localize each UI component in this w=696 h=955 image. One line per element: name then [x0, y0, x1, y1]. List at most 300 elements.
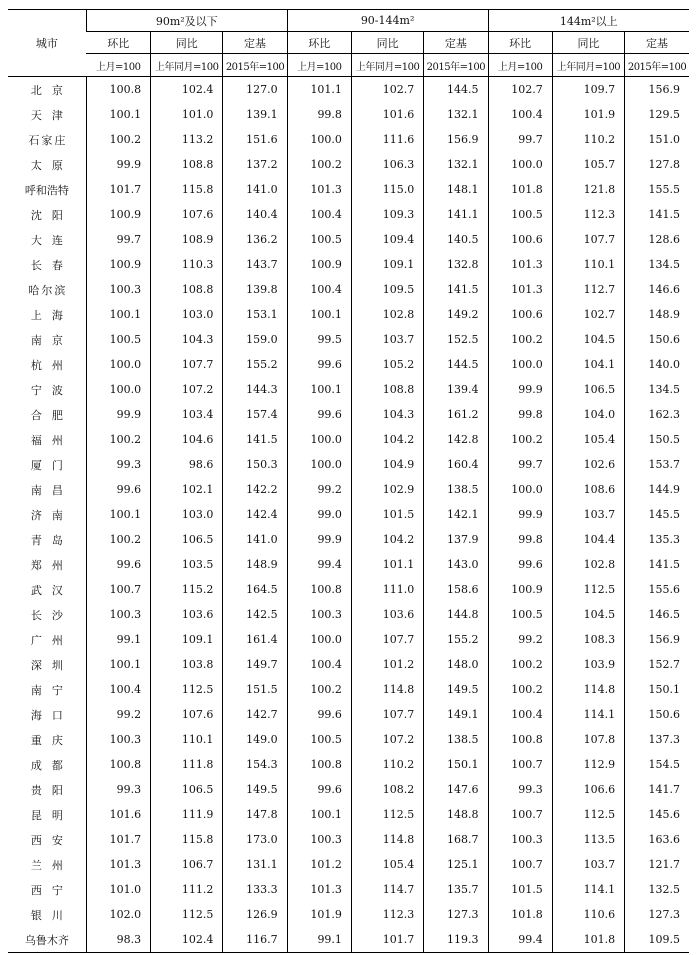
city-cell: [8, 352, 86, 377]
sub-header-cell: 定基: [625, 32, 689, 54]
city-cell: [8, 202, 86, 227]
value-cell: 141.5: [625, 202, 689, 227]
city-name: 广州: [30, 633, 73, 647]
city-cell: [8, 102, 86, 127]
city-name: 乌鲁木齐: [24, 933, 69, 947]
table-row: [8, 677, 689, 702]
table-row: [8, 752, 689, 777]
value-cell: 144.3: [223, 377, 287, 402]
value-cell: 144.5: [424, 352, 488, 377]
value-cell: 141.5: [625, 552, 689, 577]
base-header-cell: 2015年=100: [424, 54, 488, 77]
table-row: [8, 427, 689, 452]
value-cell: 100.9: [86, 202, 150, 227]
value-cell: 101.9: [552, 102, 624, 127]
value-cell: 100.0: [488, 352, 552, 377]
value-cell: 100.1: [86, 102, 150, 127]
table-row: [8, 377, 689, 402]
value-cell: 149.7: [223, 652, 287, 677]
value-cell: 162.3: [625, 402, 689, 427]
value-cell: 99.8: [488, 527, 552, 552]
value-cell: 114.7: [351, 877, 423, 902]
table-row: [8, 552, 689, 577]
city-cell: [8, 527, 86, 552]
value-cell: 100.2: [488, 327, 552, 352]
value-cell: 100.0: [287, 627, 351, 652]
value-cell: 99.6: [287, 702, 351, 727]
value-cell: 107.2: [351, 727, 423, 752]
value-cell: 107.7: [351, 627, 423, 652]
value-cell: 152.5: [424, 327, 488, 352]
value-cell: 99.3: [86, 452, 150, 477]
value-cell: 155.6: [625, 577, 689, 602]
value-cell: 107.6: [151, 202, 223, 227]
value-cell: 138.5: [424, 477, 488, 502]
value-cell: 101.7: [86, 827, 150, 852]
value-cell: 99.3: [86, 777, 150, 802]
value-cell: 106.6: [552, 777, 624, 802]
value-cell: 140.0: [625, 352, 689, 377]
value-cell: 110.2: [351, 752, 423, 777]
value-cell: 112.5: [151, 677, 223, 702]
value-cell: 100.3: [287, 602, 351, 627]
value-cell: 99.9: [287, 527, 351, 552]
base-header-cell: 上月=100: [488, 54, 552, 77]
value-cell: 141.5: [223, 427, 287, 452]
value-cell: 156.9: [625, 627, 689, 652]
value-cell: 147.6: [424, 777, 488, 802]
value-cell: 101.5: [351, 502, 423, 527]
value-cell: 150.3: [223, 452, 287, 477]
value-cell: 145.5: [625, 502, 689, 527]
value-cell: 142.7: [223, 702, 287, 727]
city-name: 长沙: [30, 608, 73, 622]
value-cell: 112.5: [552, 577, 624, 602]
value-cell: 155.2: [223, 352, 287, 377]
value-cell: 109.3: [351, 202, 423, 227]
value-cell: 160.4: [424, 452, 488, 477]
value-cell: 100.0: [86, 377, 150, 402]
table-body: [8, 77, 689, 953]
sub-header-cell: 定基: [424, 32, 488, 54]
city-cell: [8, 602, 86, 627]
value-cell: 109.1: [351, 252, 423, 277]
value-cell: 105.2: [351, 352, 423, 377]
value-cell: 104.0: [552, 402, 624, 427]
value-cell: 112.3: [552, 202, 624, 227]
value-cell: 100.2: [86, 427, 150, 452]
value-cell: 112.3: [351, 902, 423, 927]
value-cell: 110.1: [552, 252, 624, 277]
city-cell: [8, 252, 86, 277]
value-cell: 100.1: [287, 802, 351, 827]
city-cell: [8, 902, 86, 927]
value-cell: 101.0: [86, 877, 150, 902]
value-cell: 103.0: [151, 302, 223, 327]
value-cell: 99.6: [287, 352, 351, 377]
value-cell: 159.0: [223, 327, 287, 352]
value-cell: 106.5: [151, 527, 223, 552]
value-cell: 134.5: [625, 377, 689, 402]
value-cell: 100.0: [287, 427, 351, 452]
value-cell: 145.6: [625, 802, 689, 827]
value-cell: 121.8: [552, 177, 624, 202]
city-cell: [8, 852, 86, 877]
city-cell: [8, 277, 86, 302]
value-cell: 104.2: [351, 527, 423, 552]
value-cell: 137.2: [223, 152, 287, 177]
value-cell: 149.0: [223, 727, 287, 752]
city-name: 深圳: [30, 658, 73, 672]
value-cell: 102.1: [151, 477, 223, 502]
value-cell: 100.8: [488, 727, 552, 752]
price-index-table: [8, 9, 689, 953]
table-row: [8, 527, 689, 552]
value-cell: 104.4: [552, 527, 624, 552]
value-cell: 106.5: [151, 777, 223, 802]
value-cell: 112.5: [151, 902, 223, 927]
value-cell: 108.8: [151, 277, 223, 302]
value-cell: 110.3: [151, 252, 223, 277]
table-header: [8, 10, 689, 77]
city-name: 宁波: [30, 383, 73, 397]
value-cell: 100.4: [488, 102, 552, 127]
value-cell: 173.0: [223, 827, 287, 852]
value-cell: 100.0: [287, 127, 351, 152]
value-cell: 100.2: [287, 677, 351, 702]
value-cell: 140.4: [223, 202, 287, 227]
value-cell: 101.2: [351, 652, 423, 677]
value-cell: 131.1: [223, 852, 287, 877]
value-cell: 110.6: [552, 902, 624, 927]
sub-header-cell: 环比: [86, 32, 150, 54]
city-name: 合肥: [30, 408, 73, 422]
value-cell: 100.7: [488, 752, 552, 777]
value-cell: 107.7: [151, 352, 223, 377]
value-cell: 115.2: [151, 577, 223, 602]
value-cell: 106.3: [351, 152, 423, 177]
value-cell: 151.0: [625, 127, 689, 152]
sub-header-cell: 环比: [488, 32, 552, 54]
table-row: [8, 702, 689, 727]
value-cell: 148.8: [424, 802, 488, 827]
value-cell: 133.3: [223, 877, 287, 902]
value-cell: 141.7: [625, 777, 689, 802]
city-cell: [8, 477, 86, 502]
base-header-cell: 上月=100: [86, 54, 150, 77]
value-cell: 104.5: [552, 602, 624, 627]
value-cell: 149.5: [424, 677, 488, 702]
value-cell: 106.7: [151, 852, 223, 877]
value-cell: 100.9: [287, 252, 351, 277]
value-cell: 140.5: [424, 227, 488, 252]
value-cell: 110.2: [552, 127, 624, 152]
value-cell: 101.3: [287, 877, 351, 902]
value-cell: 101.0: [151, 102, 223, 127]
value-cell: 107.8: [552, 727, 624, 752]
city-column-header: 城市: [8, 10, 86, 77]
value-cell: 168.7: [424, 827, 488, 852]
value-cell: 103.7: [351, 327, 423, 352]
city-name: 郑州: [30, 558, 73, 572]
value-cell: 144.8: [424, 602, 488, 627]
value-cell: 100.2: [488, 427, 552, 452]
sub-header-cell: 同比: [351, 32, 423, 54]
city-cell: [8, 177, 86, 202]
value-cell: 143.0: [424, 552, 488, 577]
value-cell: 132.8: [424, 252, 488, 277]
value-cell: 138.5: [424, 727, 488, 752]
city-cell: [8, 727, 86, 752]
value-cell: 114.8: [351, 827, 423, 852]
value-cell: 154.5: [625, 752, 689, 777]
city-cell: [8, 152, 86, 177]
value-cell: 102.8: [552, 552, 624, 577]
value-cell: 104.5: [552, 327, 624, 352]
value-cell: 111.8: [151, 752, 223, 777]
value-cell: 141.1: [424, 202, 488, 227]
value-cell: 127.3: [424, 902, 488, 927]
value-cell: 116.7: [223, 927, 287, 953]
city-cell: [8, 402, 86, 427]
value-cell: 103.8: [151, 652, 223, 677]
group-header-medium: 90-144m²: [287, 10, 488, 32]
value-cell: 147.8: [223, 802, 287, 827]
table-row: [8, 252, 689, 277]
value-cell: 144.9: [625, 477, 689, 502]
value-cell: 99.4: [287, 552, 351, 577]
table-row: [8, 127, 689, 152]
value-cell: 161.4: [223, 627, 287, 652]
value-cell: 154.3: [223, 752, 287, 777]
value-cell: 101.7: [86, 177, 150, 202]
value-cell: 102.4: [151, 77, 223, 103]
value-cell: 114.1: [552, 702, 624, 727]
city-cell: [8, 577, 86, 602]
value-cell: 102.7: [488, 77, 552, 103]
table-row: [8, 227, 689, 252]
value-cell: 104.3: [351, 402, 423, 427]
table-row: [8, 327, 689, 352]
city-name: 海口: [30, 708, 73, 722]
value-cell: 101.3: [86, 852, 150, 877]
sub-header-row: [8, 32, 689, 54]
value-cell: 127.0: [223, 77, 287, 103]
value-cell: 99.7: [86, 227, 150, 252]
value-cell: 99.6: [488, 552, 552, 577]
value-cell: 104.3: [151, 327, 223, 352]
sub-header-cell: 同比: [552, 32, 624, 54]
value-cell: 99.6: [86, 477, 150, 502]
city-name: 厦门: [30, 458, 73, 472]
table-row: [8, 627, 689, 652]
base-header-cell: 上年同月=100: [351, 54, 423, 77]
value-cell: 100.4: [287, 652, 351, 677]
table-row: [8, 652, 689, 677]
city-cell: [8, 702, 86, 727]
city-name: 贵阳: [30, 783, 73, 797]
value-cell: 149.1: [424, 702, 488, 727]
city-cell: [8, 827, 86, 852]
value-cell: 99.6: [86, 552, 150, 577]
city-name: 南京: [30, 333, 73, 347]
table-row: [8, 352, 689, 377]
value-cell: 129.5: [625, 102, 689, 127]
table-row: [8, 202, 689, 227]
value-cell: 100.3: [287, 827, 351, 852]
value-cell: 104.2: [351, 427, 423, 452]
value-cell: 115.8: [151, 177, 223, 202]
value-cell: 101.1: [287, 77, 351, 103]
value-cell: 99.6: [287, 777, 351, 802]
city-cell: [8, 452, 86, 477]
value-cell: 100.3: [86, 727, 150, 752]
value-cell: 103.9: [552, 652, 624, 677]
value-cell: 132.1: [424, 152, 488, 177]
value-cell: 100.1: [86, 302, 150, 327]
table-row: [8, 152, 689, 177]
value-cell: 99.9: [86, 152, 150, 177]
value-cell: 132.5: [625, 877, 689, 902]
value-cell: 101.7: [351, 927, 423, 953]
value-cell: 99.3: [488, 777, 552, 802]
value-cell: 101.3: [287, 177, 351, 202]
value-cell: 100.0: [86, 352, 150, 377]
value-cell: 101.9: [287, 902, 351, 927]
value-cell: 113.5: [552, 827, 624, 852]
value-cell: 101.3: [488, 277, 552, 302]
sub-header-cell: 同比: [151, 32, 223, 54]
value-cell: 136.2: [223, 227, 287, 252]
value-cell: 103.7: [552, 502, 624, 527]
value-cell: 107.7: [552, 227, 624, 252]
value-cell: 99.6: [287, 402, 351, 427]
value-cell: 109.7: [552, 77, 624, 103]
value-cell: 150.6: [625, 327, 689, 352]
table-row: [8, 277, 689, 302]
city-name: 长春: [30, 258, 73, 272]
value-cell: 99.2: [86, 702, 150, 727]
value-cell: 102.9: [351, 477, 423, 502]
value-cell: 99.9: [488, 377, 552, 402]
table-row: [8, 927, 689, 953]
city-cell: [8, 652, 86, 677]
base-header-cell: 上年同月=100: [552, 54, 624, 77]
city-cell: [8, 802, 86, 827]
value-cell: 127.3: [625, 902, 689, 927]
value-cell: 114.8: [351, 677, 423, 702]
value-cell: 100.3: [86, 602, 150, 627]
value-cell: 100.2: [488, 677, 552, 702]
city-name: 大连: [30, 233, 73, 247]
city-cell: [8, 127, 86, 152]
table-row: [8, 827, 689, 852]
value-cell: 99.1: [86, 627, 150, 652]
value-cell: 101.3: [488, 252, 552, 277]
value-cell: 142.4: [223, 502, 287, 527]
city-cell: [8, 377, 86, 402]
value-cell: 101.8: [488, 177, 552, 202]
table-row: [8, 602, 689, 627]
value-cell: 110.1: [151, 727, 223, 752]
value-cell: 100.7: [488, 852, 552, 877]
value-cell: 161.2: [424, 402, 488, 427]
table-row: [8, 727, 689, 752]
value-cell: 150.5: [625, 427, 689, 452]
value-cell: 105.4: [552, 427, 624, 452]
value-cell: 99.2: [488, 627, 552, 652]
value-cell: 143.7: [223, 252, 287, 277]
value-cell: 101.6: [351, 102, 423, 127]
table-row: [8, 302, 689, 327]
table-row: [8, 852, 689, 877]
value-cell: 103.7: [552, 852, 624, 877]
value-cell: 139.1: [223, 102, 287, 127]
value-cell: 126.9: [223, 902, 287, 927]
city-name: 南宁: [30, 683, 73, 697]
city-name: 西安: [30, 833, 73, 847]
base-header-row: [8, 54, 689, 77]
value-cell: 114.1: [552, 877, 624, 902]
value-cell: 100.1: [86, 502, 150, 527]
value-cell: 102.4: [151, 927, 223, 953]
value-cell: 100.8: [287, 752, 351, 777]
value-cell: 112.5: [552, 802, 624, 827]
value-cell: 105.4: [351, 852, 423, 877]
value-cell: 108.8: [351, 377, 423, 402]
value-cell: 101.8: [552, 927, 624, 953]
city-cell: [8, 502, 86, 527]
city-name: 太原: [30, 158, 73, 172]
value-cell: 103.6: [151, 602, 223, 627]
value-cell: 142.8: [424, 427, 488, 452]
value-cell: 100.7: [488, 802, 552, 827]
value-cell: 157.4: [223, 402, 287, 427]
value-cell: 100.9: [86, 252, 150, 277]
value-cell: 100.5: [488, 602, 552, 627]
value-cell: 109.5: [351, 277, 423, 302]
value-cell: 108.2: [351, 777, 423, 802]
value-cell: 101.2: [287, 852, 351, 877]
value-cell: 108.6: [552, 477, 624, 502]
value-cell: 99.9: [488, 502, 552, 527]
value-cell: 112.5: [351, 802, 423, 827]
table-row: [8, 902, 689, 927]
value-cell: 102.7: [552, 302, 624, 327]
value-cell: 103.4: [151, 402, 223, 427]
city-name: 天津: [30, 108, 73, 122]
city-cell: [8, 302, 86, 327]
value-cell: 142.1: [424, 502, 488, 527]
value-cell: 121.7: [625, 852, 689, 877]
value-cell: 99.2: [287, 477, 351, 502]
value-cell: 99.5: [287, 327, 351, 352]
city-name: 昆明: [30, 808, 73, 822]
value-cell: 134.5: [625, 252, 689, 277]
value-cell: 108.3: [552, 627, 624, 652]
value-cell: 127.8: [625, 152, 689, 177]
value-cell: 155.2: [424, 627, 488, 652]
city-cell: [8, 327, 86, 352]
value-cell: 109.5: [625, 927, 689, 953]
value-cell: 111.6: [351, 127, 423, 152]
value-cell: 153.1: [223, 302, 287, 327]
value-cell: 100.6: [488, 302, 552, 327]
value-cell: 115.8: [151, 827, 223, 852]
value-cell: 100.3: [488, 827, 552, 852]
value-cell: 100.0: [488, 477, 552, 502]
city-cell: [8, 552, 86, 577]
